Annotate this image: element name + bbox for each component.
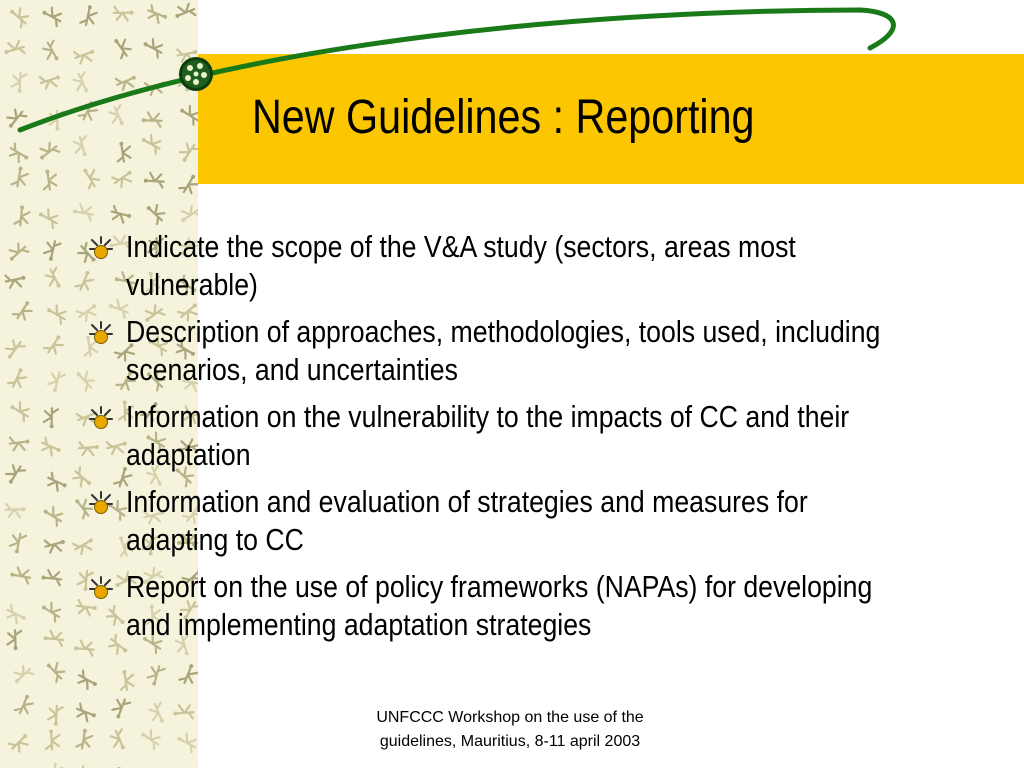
bullet-item xyxy=(88,313,948,389)
footer-note xyxy=(340,706,680,754)
leaf-motif xyxy=(14,205,30,226)
leaf-motif xyxy=(39,600,63,622)
bullet-text: Indicate the scope of the V&A study (sectors, areas most vulnerable) xyxy=(126,229,796,302)
leaf-motif xyxy=(40,5,64,27)
leaf-motif xyxy=(145,5,169,25)
leaf-motif xyxy=(110,697,130,721)
leaf-motif xyxy=(41,569,62,585)
footer-line-2: guidelines, Mauritius, 8-11 april 2003 xyxy=(379,733,641,750)
slide-title: New Guidelines : Reporting xyxy=(252,91,755,144)
leaf-motif xyxy=(115,71,139,92)
leaf-motif xyxy=(39,71,62,90)
leaf-motif xyxy=(47,371,65,394)
leaf-motif xyxy=(11,73,26,94)
leaf-motif xyxy=(147,702,168,726)
leaf-motif xyxy=(44,408,58,428)
leaf-motif xyxy=(177,140,198,164)
leaf-motif xyxy=(8,366,29,390)
leaf-motif xyxy=(144,77,167,96)
leaf-motif xyxy=(7,143,31,165)
leaf-motif xyxy=(110,35,133,59)
leaf-motif xyxy=(72,764,96,768)
leaf-motif xyxy=(5,503,25,518)
leaf-motif xyxy=(41,761,65,768)
leaf-motif xyxy=(49,111,63,131)
leaf-motif xyxy=(9,532,27,554)
leaf-motif xyxy=(36,206,60,228)
leaf-motif xyxy=(8,730,32,754)
leaf-motif xyxy=(143,173,164,188)
leaf-motif xyxy=(45,472,69,493)
bullet-text: Description of approaches, methodologies, tools used, including scenarios, and uncertainties xyxy=(126,314,881,387)
bullet-item xyxy=(88,398,948,474)
bullet-item xyxy=(88,483,948,559)
leaf-motif xyxy=(110,206,133,224)
leaf-motif xyxy=(179,662,198,686)
leaf-motif xyxy=(5,241,29,265)
footer-line-1: UNFCCC Workshop on the use of the xyxy=(376,709,644,726)
leaf-motif xyxy=(11,166,28,188)
bullet-text: Report on the use of policy frameworks (NAPAs) for developing and implementing adaptation strategies xyxy=(126,569,873,642)
sun-bug-icon xyxy=(88,320,114,346)
leaf-motif xyxy=(3,462,25,486)
leaf-motif xyxy=(111,167,135,190)
leaf-motif xyxy=(4,272,26,290)
leaf-motif xyxy=(41,40,63,64)
leaf-motif xyxy=(178,71,193,92)
leaf-motif xyxy=(76,728,93,750)
leaf-motif xyxy=(71,71,92,95)
leaf-motif xyxy=(9,435,31,451)
leaf-motif xyxy=(176,46,198,64)
leaf-motif xyxy=(48,705,63,726)
leaf-motif xyxy=(173,704,194,719)
leaf-motif xyxy=(7,630,22,650)
leaf-motif xyxy=(73,45,97,65)
leaf-motif xyxy=(43,630,64,646)
leaf-motif xyxy=(115,141,132,163)
leaf-motif xyxy=(10,663,34,687)
bullet-item xyxy=(88,568,948,644)
leaf-motif xyxy=(107,104,128,128)
leaf-motif xyxy=(80,4,98,26)
leaf-motif xyxy=(44,536,67,555)
leaf-motif xyxy=(113,7,133,21)
leaf-motif xyxy=(43,332,66,356)
leaf-motif xyxy=(72,203,94,220)
leaf-motif xyxy=(75,670,99,692)
leaf-motif xyxy=(2,337,25,361)
leaf-motif xyxy=(109,728,130,752)
leaf-motif xyxy=(78,99,99,123)
leaf-motif xyxy=(2,39,25,58)
leaf-motif xyxy=(177,203,198,226)
leaf-motif xyxy=(43,659,67,683)
leaf-motif xyxy=(138,727,162,750)
leaf-motif xyxy=(44,302,68,324)
sun-bug-icon xyxy=(88,490,114,516)
leaf-motif xyxy=(39,437,63,458)
leaf-motif xyxy=(4,605,28,626)
leaf-motif xyxy=(9,566,31,583)
bullet-list xyxy=(88,228,948,653)
leaf-motif xyxy=(4,107,27,131)
leaf-motif xyxy=(7,4,31,28)
leaf-motif xyxy=(113,764,133,768)
leaf-motif xyxy=(177,103,198,125)
leaf-motif xyxy=(79,165,101,189)
leaf-motif xyxy=(175,731,198,753)
leaf-motif xyxy=(43,239,61,262)
sun-bug-icon xyxy=(88,575,114,601)
leaf-motif xyxy=(173,2,197,22)
sun-bug-icon xyxy=(88,405,114,431)
leaf-motif xyxy=(179,172,198,196)
leaf-motif xyxy=(72,135,91,158)
leaf-motif xyxy=(12,298,35,322)
leaf-motif xyxy=(146,664,165,687)
leaf-motif xyxy=(36,140,60,163)
leaf-motif xyxy=(74,703,98,723)
leaf-motif xyxy=(45,729,60,750)
leaf-motif xyxy=(143,201,167,225)
leaf-motif xyxy=(43,267,65,291)
leaf-motif xyxy=(141,112,161,127)
bullet-text: Information on the vulnerability to the impacts of CC and their adaptation xyxy=(126,399,850,472)
leaf-motif xyxy=(139,132,163,154)
leaf-motif xyxy=(8,399,32,421)
leaf-motif xyxy=(141,36,165,58)
bullet-item xyxy=(88,228,948,304)
leaf-motif xyxy=(118,669,135,691)
leaf-motif xyxy=(41,169,58,191)
sun-bug-icon xyxy=(88,235,114,261)
bullet-text: Information and evaluation of strategies and measures for adapting to CC xyxy=(126,484,808,557)
leaf-motif xyxy=(41,504,65,526)
leaf-motif xyxy=(14,693,35,717)
